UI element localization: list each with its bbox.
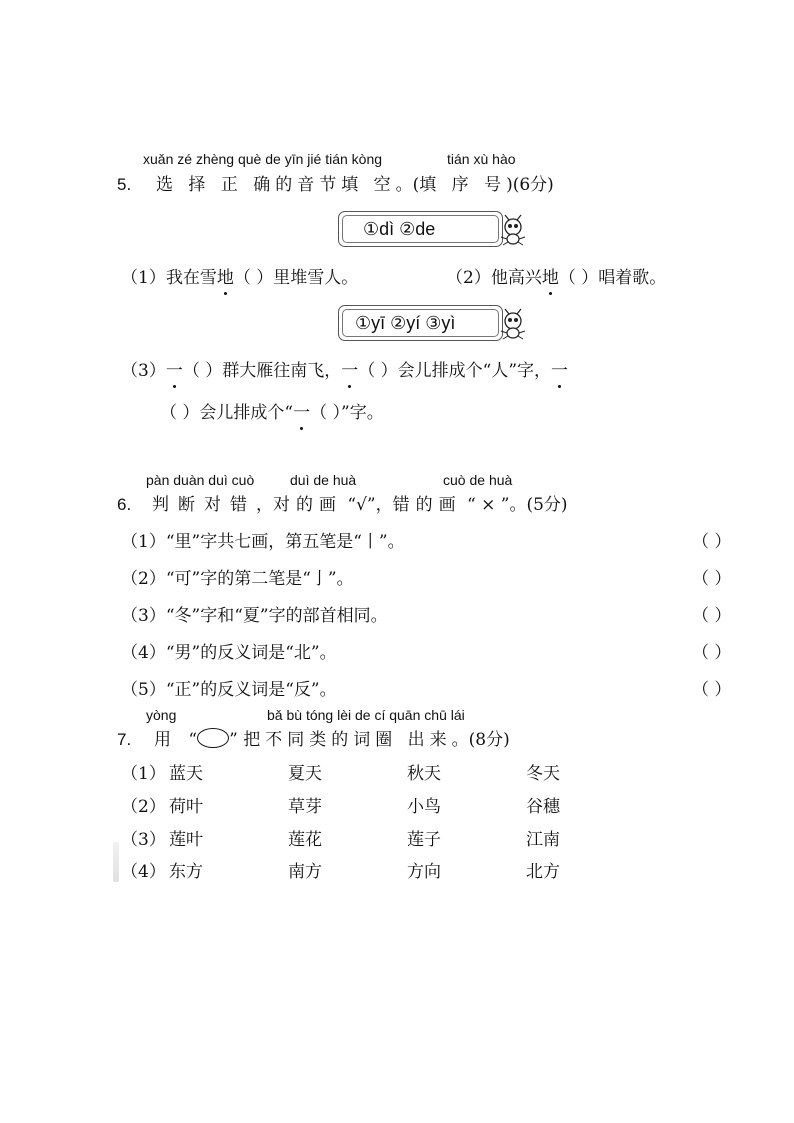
q6-item-3: （3）“冬”字和“夏”字的部首相同。 xyxy=(121,606,388,626)
q7-row-label: （4） xyxy=(121,862,166,882)
word[interactable]: 谷穗 xyxy=(526,797,560,817)
q6-answer-3[interactable]: （ ） xyxy=(692,606,732,626)
q5-title-chars: 选 择 正 确的音节填 空 xyxy=(156,175,396,195)
word[interactable]: 南方 xyxy=(288,862,322,882)
q6-item-4: （4）“男”的反义词是“北”。 xyxy=(121,643,337,663)
q7-row-label: （3） xyxy=(121,830,166,850)
q7-pinyin-line: bǎ bù tóng lèi de cí quān chū lái xyxy=(267,707,465,723)
q5-option-text-2: ①yī ②yí ③yì xyxy=(355,313,456,333)
q6-item-5: （5）“正”的反义词是“反”。 xyxy=(121,680,337,700)
word[interactable]: 江南 xyxy=(526,830,560,850)
q5-option-box-1 xyxy=(338,211,503,247)
q6-pinyin-line-2: duì de huà xyxy=(290,472,357,488)
q7-number: 7. xyxy=(117,730,132,749)
q7-row-4 xyxy=(121,857,560,882)
word[interactable]: 方向 xyxy=(407,862,441,882)
word[interactable]: 东方 xyxy=(169,862,203,882)
q6-answer-4[interactable]: （ ） xyxy=(692,643,732,663)
q6-answer-5[interactable]: （ ） xyxy=(692,680,732,700)
q7-pinyin-yong: yòng xyxy=(146,707,177,723)
q5-item-2: （2）他高兴地（ ）唱着歌。 xyxy=(446,263,666,288)
q5-title: 5. 选 择 正 确的音节填 空。(填 序 号)(6分) xyxy=(117,175,554,195)
bug-icon xyxy=(498,308,528,340)
q5-option-box-2 xyxy=(338,305,503,341)
q7-title: 7. 用 “ ” 把不同类的词圈 出来。(8分) xyxy=(117,730,510,750)
q7-row-1 xyxy=(121,759,560,784)
word[interactable]: 冬天 xyxy=(526,764,560,784)
scan-mark xyxy=(113,842,119,882)
q7-row-label: （2） xyxy=(121,797,166,817)
q6-title: 6. 判断对错，对的画 “√”，错的画 “ × ”。(5分) xyxy=(117,495,568,515)
word[interactable]: 夏天 xyxy=(288,764,322,784)
word[interactable]: 秋天 xyxy=(407,764,441,784)
q6-item-2: （2）“可”字的第二笔是“亅”。 xyxy=(121,569,354,589)
word[interactable]: 荷叶 xyxy=(169,797,203,817)
bug-icon xyxy=(498,214,528,246)
word[interactable]: 草芽 xyxy=(288,797,322,817)
word[interactable]: 蓝天 xyxy=(169,764,203,784)
q5-item-3-cont: （ ）会儿排成个“一（ ）”字。 xyxy=(160,398,384,423)
word[interactable]: 小鸟 xyxy=(407,797,441,817)
oval-icon xyxy=(197,728,229,748)
q6-answer-2[interactable]: （ ） xyxy=(692,569,732,589)
q5-number: 5. xyxy=(117,175,132,194)
q5-option-text-1: ①dì ②de xyxy=(363,219,436,239)
q5-pinyin-line-2: tián xù hào xyxy=(447,151,516,167)
word[interactable]: 莲叶 xyxy=(169,830,203,850)
q6-answer-1[interactable]: （ ） xyxy=(692,532,732,552)
q5-item-1: （1）我在雪地（ ）里堆雪人。 xyxy=(121,263,358,288)
word[interactable]: 莲花 xyxy=(288,830,322,850)
q6-pinyin-line: pàn duàn duì cuò xyxy=(146,472,255,488)
q6-item-1: （1）“里”字共七画，第五笔是“丨”。 xyxy=(121,532,405,552)
q7-row-2 xyxy=(121,792,560,817)
word[interactable]: 北方 xyxy=(526,862,560,882)
q6-pinyin-line-3: cuò de huà xyxy=(443,472,513,488)
word[interactable]: 莲子 xyxy=(407,830,441,850)
q7-row-3 xyxy=(121,825,560,850)
q6-number: 6. xyxy=(117,495,132,514)
q7-row-label: （1） xyxy=(121,764,166,784)
q5-item-3: （3）一（ ）群大雁往南飞，一（ ）会儿排成个“人”字，一 xyxy=(121,356,568,381)
q5-pinyin-line: xuǎn zé zhèng què de yīn jié tián kòng xyxy=(143,151,383,167)
